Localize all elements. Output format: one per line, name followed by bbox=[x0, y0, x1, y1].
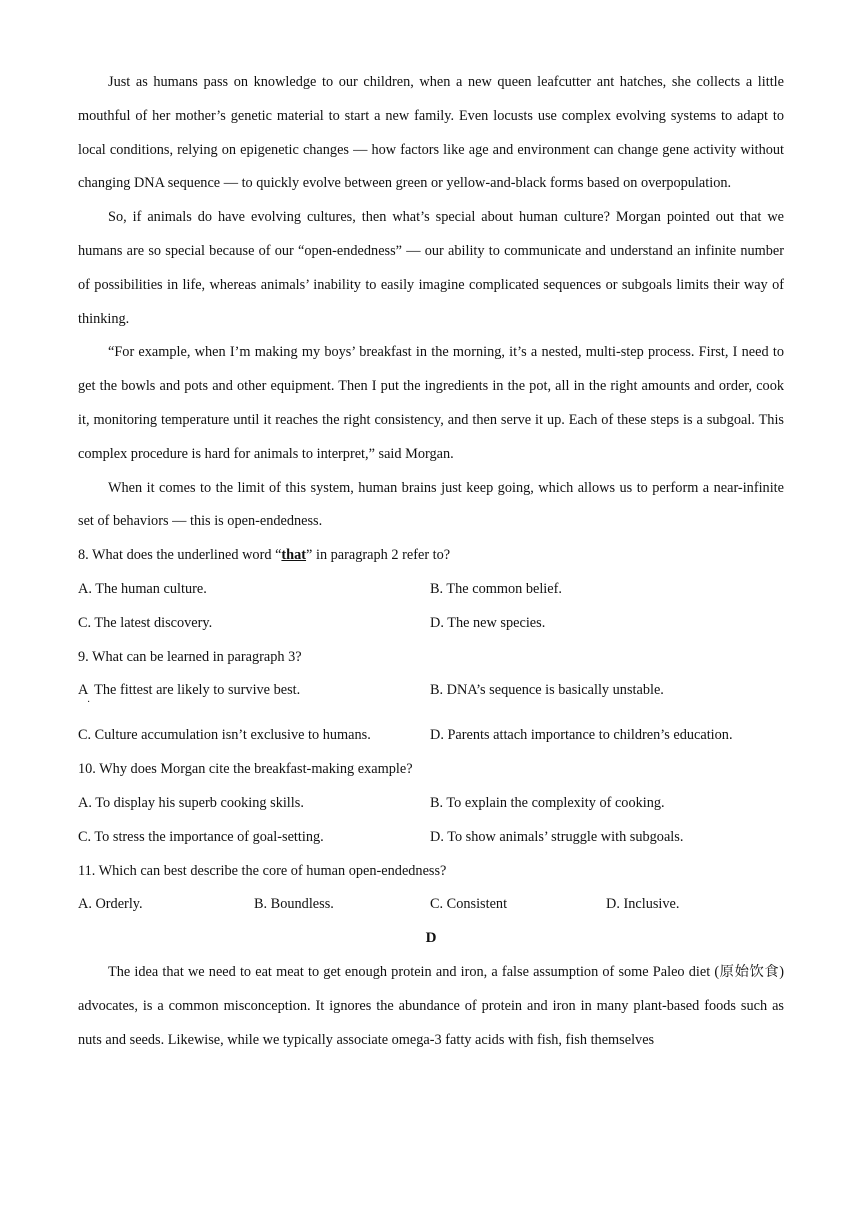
question-9-option-c: C. Culture accumulation isn’t exclusive to humans. bbox=[78, 727, 371, 744]
question-10-options-row-1 bbox=[78, 787, 784, 821]
question-8-stem-end: ” in paragraph 2 refer to? bbox=[306, 547, 451, 564]
question-11-options bbox=[78, 888, 784, 922]
underlined-word: that bbox=[281, 547, 307, 564]
question-8-options-row-1 bbox=[78, 573, 784, 607]
question-11-option-d: D. Inclusive. bbox=[606, 896, 680, 913]
question-8-stem-start: 8. What does the underlined word “ bbox=[78, 547, 282, 564]
question-9-stem: 9. What can be learned in paragraph 3? bbox=[78, 648, 302, 665]
question-10-stem: 10. Why does Morgan cite the breakfast-making example? bbox=[78, 761, 413, 778]
question-11-option-c: C. Consistent bbox=[430, 896, 508, 913]
question-8-option-b: B. The common belief. bbox=[430, 580, 562, 597]
option-a-letter: A bbox=[78, 682, 89, 699]
question-10-option-a: A. To display his superb cooking skills. bbox=[78, 794, 304, 811]
section-d-paragraph: The idea that we need to eat meat to get enough protein and iron, a false assumption of some Paleo diet (原始饮食) advocates, is a common misconception. It ignores the abundance of protein and iron in many plant-based foods such as nuts and seeds. Likewise, while we typically associate omega-3 fatty acids with fish, fish themselves bbox=[78, 963, 784, 1048]
question-8-options-row-2 bbox=[78, 607, 784, 641]
question-10-options-row-2 bbox=[78, 821, 784, 855]
section-heading: D bbox=[425, 930, 437, 947]
question-11-option-b: B. Boundless. bbox=[254, 896, 334, 913]
question-9-options-row-1 bbox=[78, 674, 784, 719]
question-9-option-a bbox=[78, 674, 430, 719]
question-9-option-b: B. DNA’s sequence is basically unstable. bbox=[430, 682, 664, 699]
question-10-option-b: B. To explain the complexity of cooking. bbox=[430, 794, 665, 811]
question-8-option-c: C. The latest discovery. bbox=[78, 614, 213, 631]
question-9-option-d: D. Parents attach importance to children’s education. bbox=[430, 727, 733, 744]
question-11-option-a: A. Orderly. bbox=[78, 896, 143, 913]
question-8-option-d: D. The new species. bbox=[430, 614, 546, 631]
paragraph-3: “For example, when I’m making my boys’ breakfast in the morning, it’s a nested, multi-step process. First, I need to get the bowls and pots and other equipment. Then I put the ingredients in the pot, all in the right amounts and order, cook it, monitoring temperature until it reaches the right consistency, and then serve it up. Each of these steps is a subgoal. This complex procedure is hard for animals to interpret,” said Morgan. bbox=[78, 344, 784, 462]
question-11-stem: 11. Which can best describe the core of human open-endedness? bbox=[78, 862, 447, 879]
question-10-option-c: C. To stress the importance of goal-setting. bbox=[78, 828, 324, 845]
question-9-options-row-2 bbox=[78, 719, 784, 753]
document-page bbox=[78, 66, 784, 1057]
question-8-stem bbox=[78, 539, 784, 573]
paragraph-1: Just as humans pass on knowledge to our children, when a new queen leafcutter ant hatches, she collects a little mouthful of her mother’s genetic material to start a new family. Even locusts use complex evolving systems to adapt to local conditions, relying on epigenetic changes — how factors like age and environment can change gene activity without changing DNA sequence — to quickly evolve between green or yellow-and-black forms based on overpopulation. bbox=[78, 74, 784, 192]
option-a-text: The fittest are likely to survive best. bbox=[94, 682, 301, 699]
option-a-dot: . bbox=[87, 694, 90, 706]
paragraph-2: So, if animals do have evolving cultures, then what’s special about human culture? Morgan pointed out that we humans are so special because of our “open-endedness” — our ability to communicate and understand an infinite number of possibilities in life, whereas animals’ inability to easily imagine complicated sequences or subgoals limits their way of thinking. bbox=[78, 209, 784, 327]
question-8-option-a: A. The human culture. bbox=[78, 580, 207, 597]
paragraph-4: When it comes to the limit of this system, human brains just keep going, which allows us to perform a near-infinite set of behaviors — this is open-endedness. bbox=[78, 479, 784, 530]
question-10-option-d: D. To show animals’ struggle with subgoals. bbox=[430, 828, 684, 845]
